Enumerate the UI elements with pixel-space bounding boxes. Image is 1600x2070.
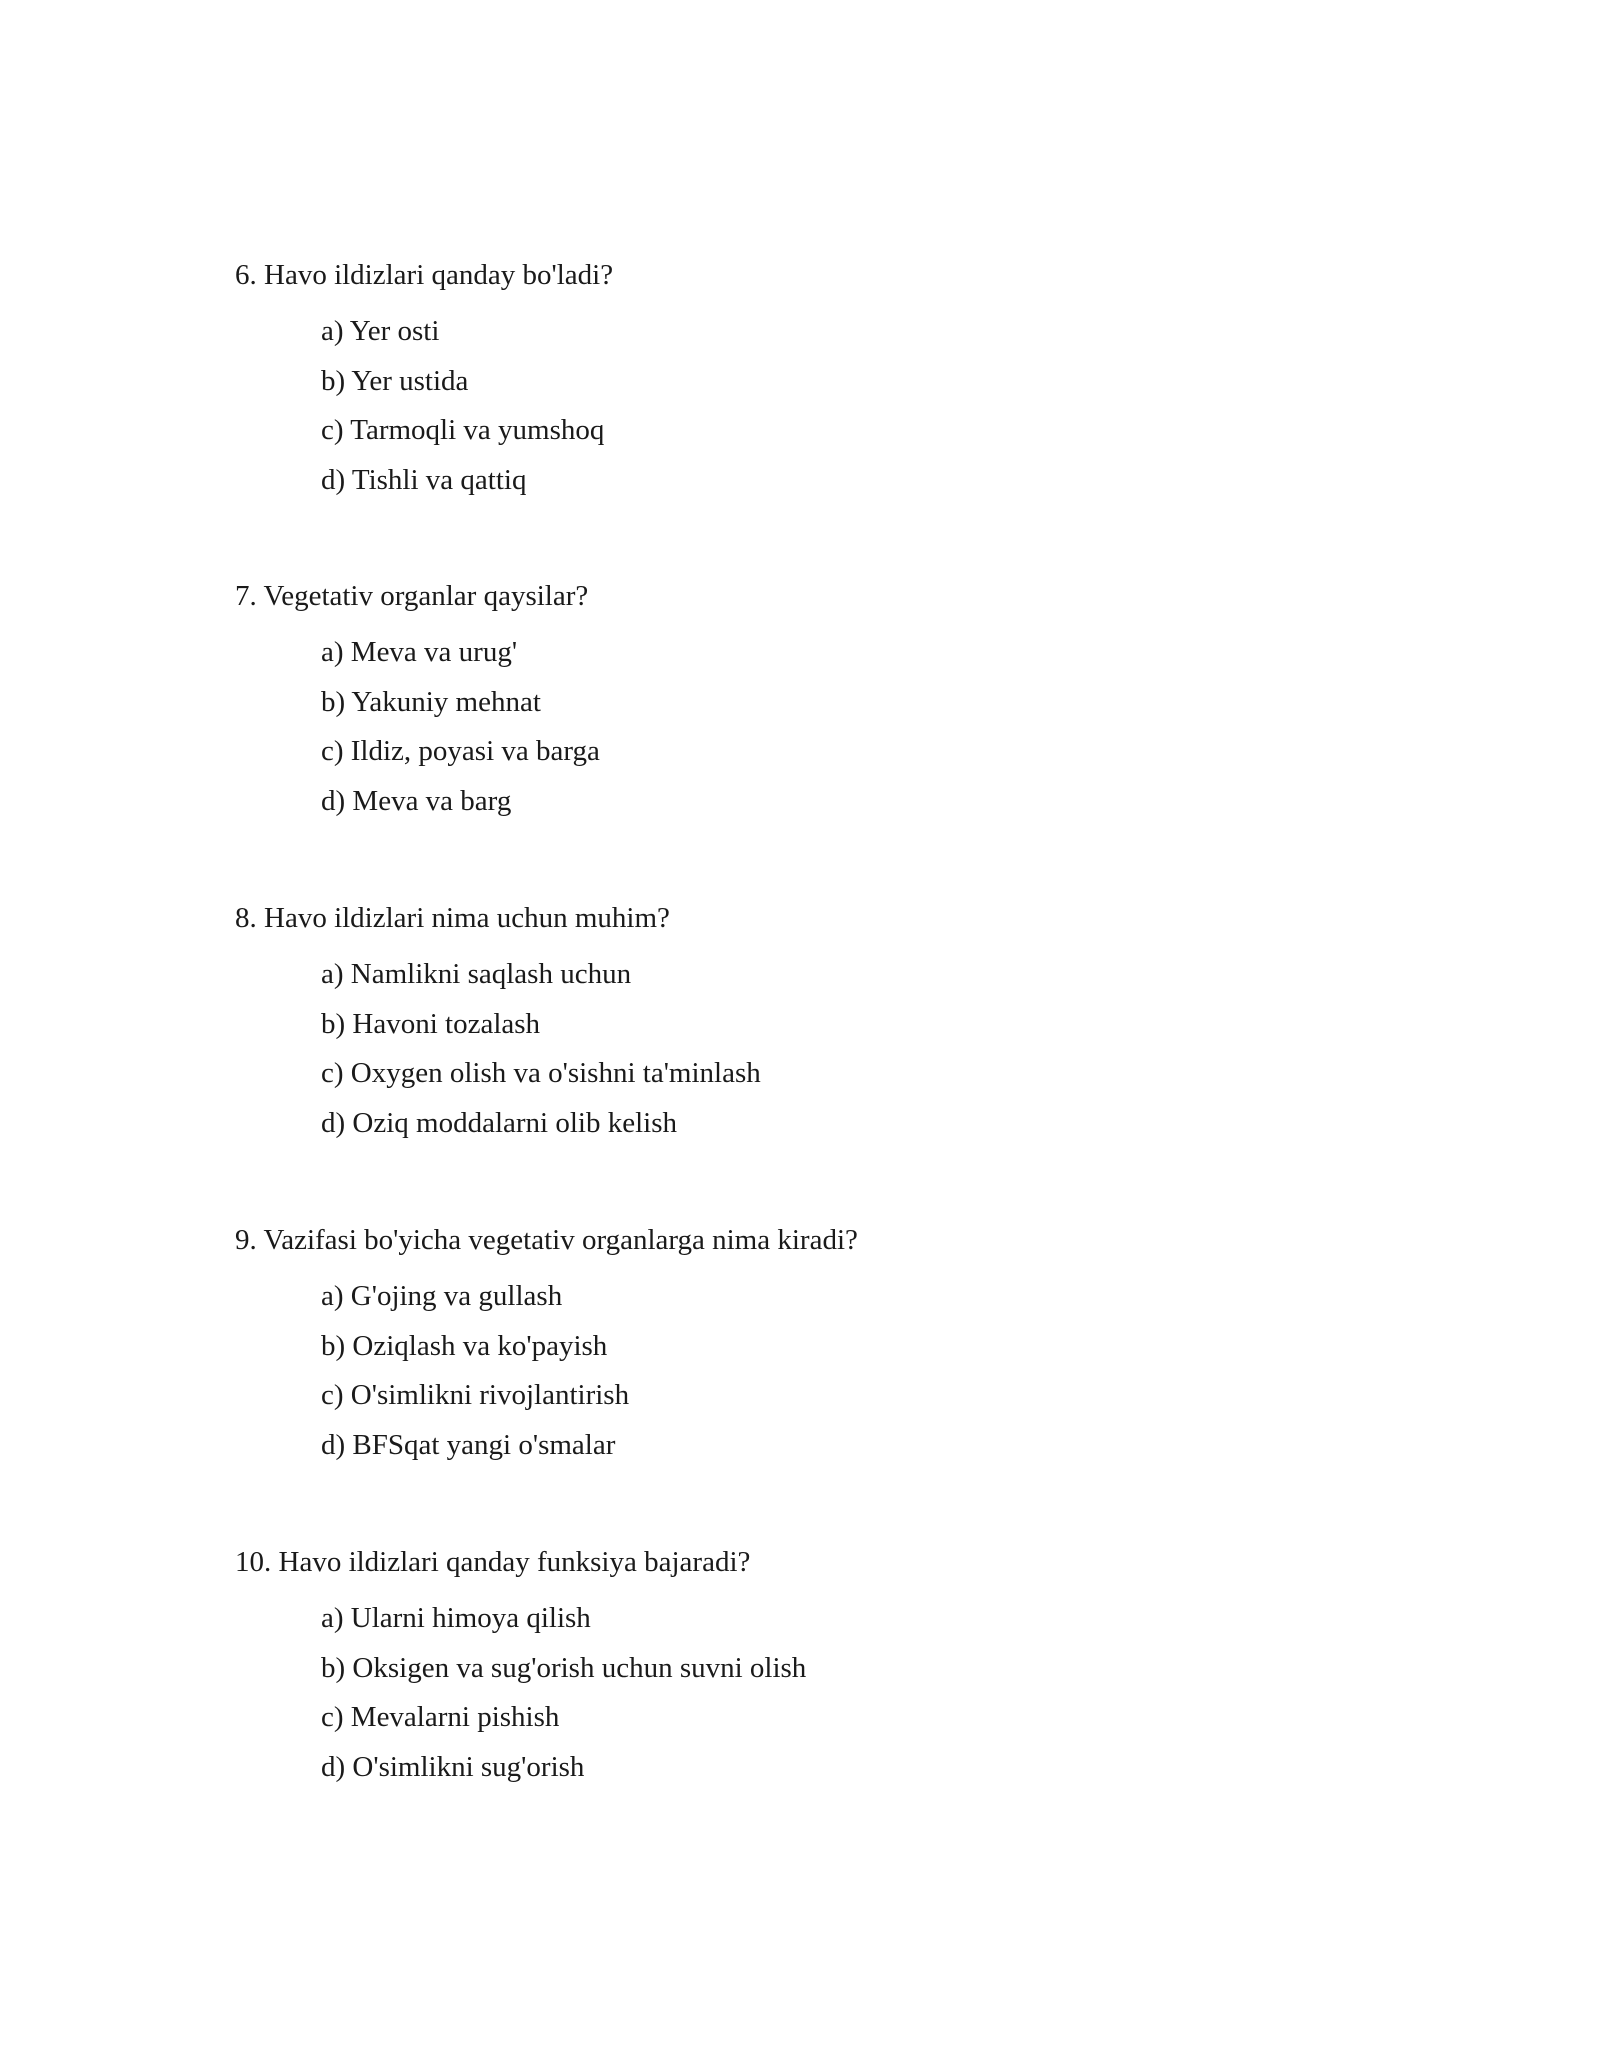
option-a: a) Ularni himoya qilish <box>321 1602 591 1634</box>
question-7 <box>235 579 1435 833</box>
option-c: c) O'simlikni rivojlantirish <box>321 1379 630 1411</box>
options-list <box>235 314 1435 497</box>
options-list <box>235 1279 1435 1462</box>
option-d: d) Meva va barg <box>321 784 512 817</box>
question-8 <box>235 901 1435 1155</box>
question-6 <box>235 258 1435 512</box>
question-9 <box>235 1223 1435 1477</box>
option-b: b) Oksigen va sug'orish uchun suvni olish <box>321 1651 807 1684</box>
question-text: 6. Havo ildizlari qanday bo'ladi? <box>235 259 614 291</box>
question-text: 8. Havo ildizlari nima uchun muhim? <box>235 902 670 934</box>
option-a: a) Yer osti <box>321 315 440 347</box>
option-b: b) Yakuniy mehnat <box>321 685 541 718</box>
option-c: c) Oxygen olish va o'sishni ta'minlash <box>321 1057 761 1089</box>
option-d: d) BFSqat yangi o'smalar <box>321 1428 616 1461</box>
option-c: c) Ildiz, poyasi va barga <box>321 735 600 767</box>
option-d: d) Tishli va qattiq <box>321 463 527 496</box>
option-a: a) G'ojing va gullash <box>321 1280 563 1312</box>
option-d: d) O'simlikni sug'orish <box>321 1750 585 1783</box>
question-10 <box>235 1545 1435 1799</box>
option-b: b) Oziqlash va ko'payish <box>321 1329 608 1362</box>
options-list <box>235 957 1435 1140</box>
option-b: b) Yer ustida <box>321 364 469 397</box>
option-a: a) Namlikni saqlash uchun <box>321 958 632 990</box>
option-c: c) Tarmoqli va yumshoq <box>321 414 605 446</box>
question-text: 10. Havo ildizlari qanday funksiya bajaradi? <box>235 1546 751 1578</box>
question-text: 7. Vegetativ organlar qaysilar? <box>235 580 589 612</box>
option-b: b) Havoni tozalash <box>321 1007 541 1040</box>
options-list <box>235 1601 1435 1784</box>
option-d: d) Oziq moddalarni olib kelish <box>321 1106 677 1139</box>
question-text: 9. Vazifasi bo'yicha vegetativ organlarga nima kiradi? <box>235 1224 858 1256</box>
option-c: c) Mevalarni pishish <box>321 1701 560 1733</box>
option-a: a) Meva va urug' <box>321 636 518 668</box>
options-list <box>235 635 1435 818</box>
